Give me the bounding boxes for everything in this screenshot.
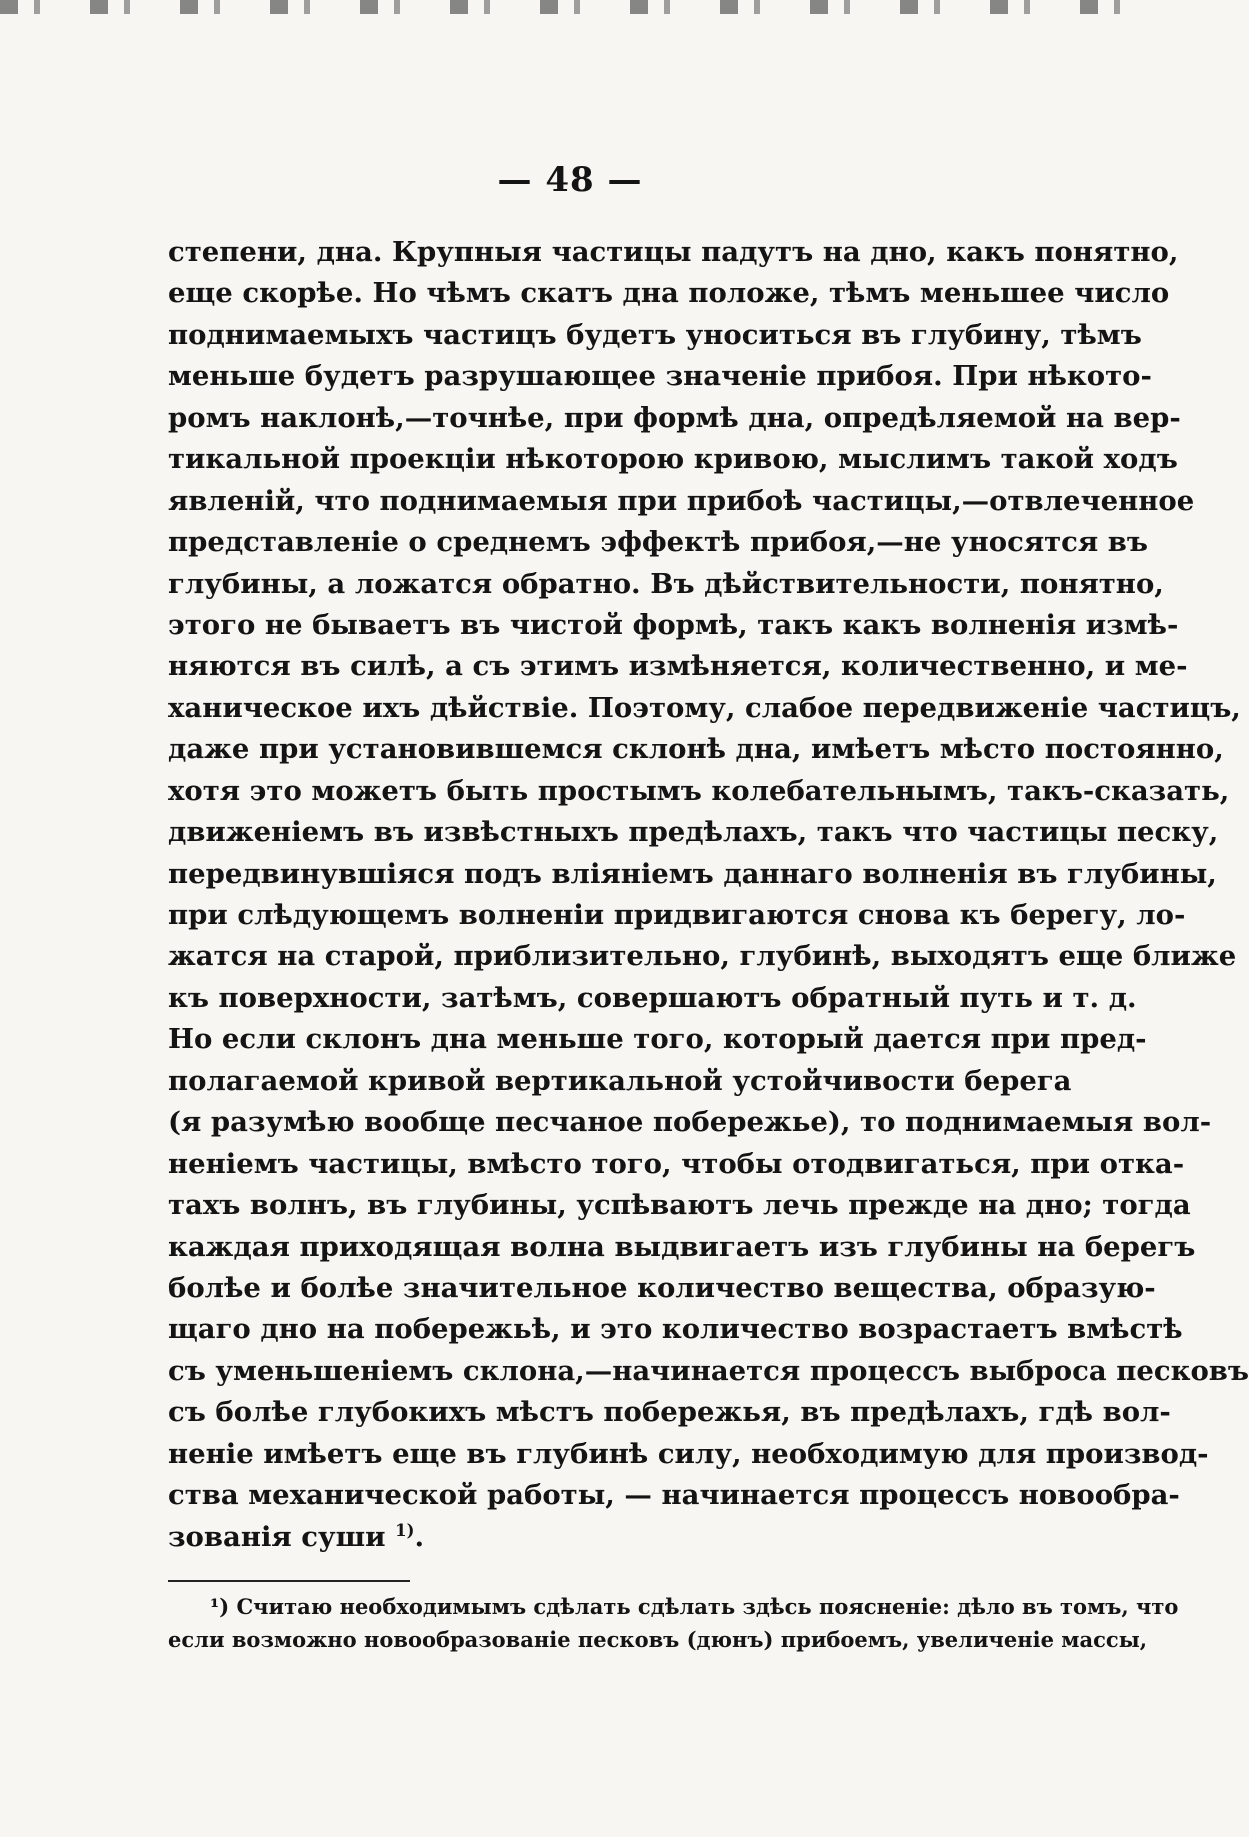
text-line: явленій, что поднимаемыя при прибоѣ частицы,—отвлеченное — [168, 484, 1195, 517]
text-line: полагаемой кривой вертикальной устойчивости берега — [168, 1064, 1072, 1097]
footnote-line: если возможно новообразованіе песковъ (дюнъ) прибоемъ, увеличеніе массы, — [168, 1627, 1148, 1652]
text-line-last-content: зованія суши — [168, 1520, 386, 1553]
text-line: неніе имѣетъ еще въ глубинѣ силу, необходимую для производ- — [168, 1437, 1209, 1470]
text-line: щаго дно на побережьѣ, и это количество возрастаетъ вмѣстѣ — [168, 1313, 1183, 1346]
text-line: поднимаемыхъ частицъ будетъ уноситься въ глубину, тѣмъ — [168, 318, 1142, 351]
footnote-reference[interactable]: 1) — [395, 1520, 415, 1540]
text-line: глубины, а ложатся обратно. Въ дѣйствительности, понятно, — [168, 567, 1164, 600]
text-line: ства механической работы, — начинается процессъ новообра- — [168, 1479, 1180, 1512]
text-line: передвинувшіяся подъ вліяніемъ даннаго волненія въ глубины, — [168, 857, 1217, 890]
footnote-divider — [168, 1580, 410, 1582]
text-line: представленіе о среднемъ эффектѣ прибоя,—не уносятся въ — [168, 526, 1149, 559]
text-line: тахъ волнъ, въ глубины, успѣваютъ лечь прежде на дно; тогда — [168, 1189, 1191, 1222]
text-line: движеніемъ въ извѣстныхъ предѣлахъ, такъ что частицы песку, — [168, 816, 1219, 849]
text-line: (я разумѣю вообще песчаное побережье), то поднимаемыя вол- — [168, 1106, 1212, 1139]
body-text — [168, 232, 1249, 1558]
text-line: даже при установившемся склонѣ дна, имѣетъ мѣсто постоянно, — [168, 733, 1224, 766]
text-line: ханическое ихъ дѣйствіе. Поэтому, слабое передвиженіе частицъ, — [168, 691, 1241, 724]
footnote — [168, 1590, 1179, 1656]
text-line: еще скорѣе. Но чѣмъ скатъ дна положе, тѣмъ меньшее число — [168, 277, 1170, 310]
text-line: при слѣдующемъ волненіи придвигаются снова къ берегу, ло- — [168, 899, 1186, 931]
text-line: съ болѣе глубокихъ мѣстъ побережья, въ предѣлахъ, гдѣ вол- — [168, 1396, 1171, 1429]
text-line: каждая приходящая волна выдвигаетъ изъ глубины на берегъ — [168, 1230, 1196, 1263]
page-number: — 48 — — [497, 160, 643, 200]
text-line: тикальной проекціи нѣкоторою кривою, мыслимъ такой ходъ — [168, 443, 1178, 476]
scan-top-edge — [0, 0, 1140, 14]
footnote-line-text: Считаю необходимымъ сдѣлать сдѣлать здѣсь поясненіе: дѣло въ томъ, что — [236, 1594, 1179, 1619]
text-line: жатся на старой, приблизительно, глубинѣ, выходятъ еще ближе — [168, 940, 1237, 973]
text-line: ромъ наклонѣ,—точнѣе, при формѣ дна, опредѣляемой на вер- — [168, 401, 1181, 434]
text-line: меньше будетъ разрушающее значеніе прибоя. При нѣкото- — [168, 360, 1152, 393]
text-line: неніемъ частицы, вмѣсто того, чтобы отодвигаться, при отка- — [168, 1147, 1185, 1180]
text-line: Но если склонъ дна меньше того, который дается при пред- — [168, 1023, 1147, 1056]
text-line: къ поверхности, затѣмъ, совершаютъ обратный путь и т. д. — [168, 981, 1137, 1014]
text-line: болѣе и болѣе значительное количество вещества, образую- — [168, 1271, 1156, 1304]
footnote-line — [168, 1590, 1179, 1623]
text-line: няются въ силѣ, а съ этимъ измѣняется, количественно, и ме- — [168, 650, 1188, 683]
text-line: этого не бываетъ въ чистой формѣ, такъ какъ волненія измѣ- — [168, 608, 1179, 641]
text-line: хотя это можетъ быть простымъ колебательнымъ, такъ-сказать, — [168, 774, 1230, 807]
text-line-last: зованія суши $^{1)}$. — [168, 1520, 425, 1553]
text-line: степени, дна. Крупныя частицы падутъ на дно, какъ понятно, — [168, 236, 1179, 268]
footnote-marker: ¹) — [210, 1594, 230, 1619]
text-line: съ уменьшеніемъ склона,—начинается процессъ выброса песковъ — [168, 1354, 1249, 1387]
